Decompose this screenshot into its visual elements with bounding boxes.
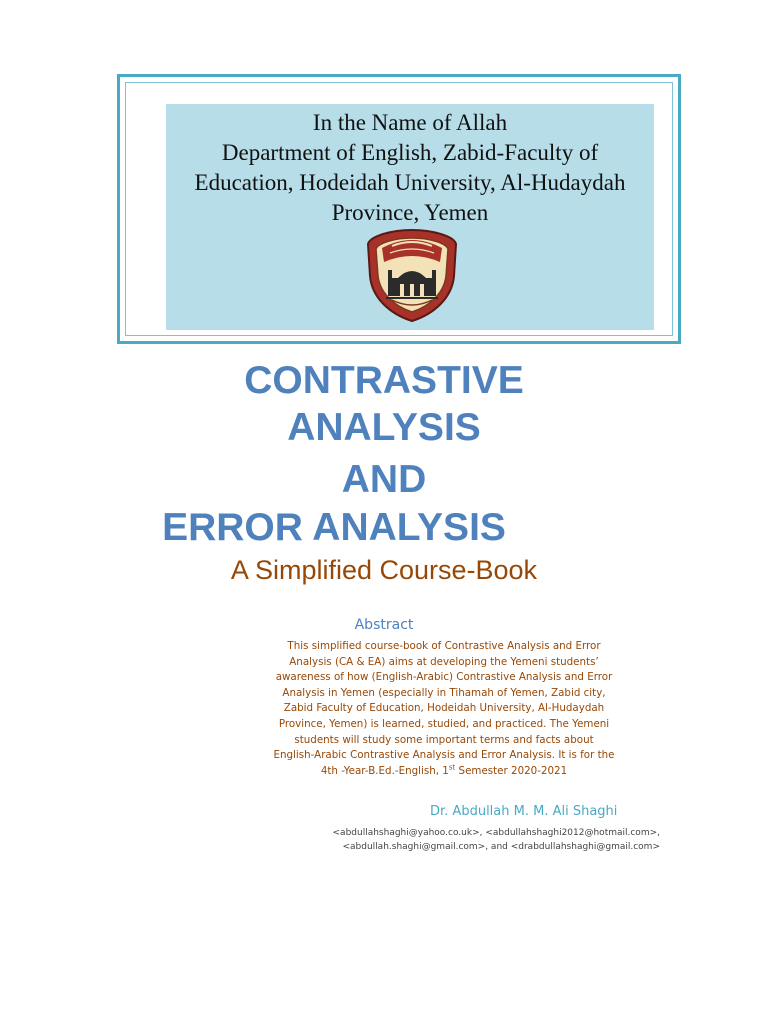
header-line-1: In the Name of Allah bbox=[312, 110, 508, 135]
author-emails bbox=[300, 826, 660, 854]
header-line-3: Education, Hodeidah University, Al-Hudaydah bbox=[194, 170, 626, 195]
header-box bbox=[166, 104, 654, 330]
title-line-4: ERROR ANALYSIS bbox=[162, 506, 506, 549]
abstract-semester-text: Semester 2020-2021 bbox=[455, 764, 568, 777]
abstract-line: Province, Yemen) is learned, studied, and practiced. The Yemeni bbox=[278, 717, 610, 730]
abstract-line: Zabid Faculty of Education, Hodeidah University, Al-Hudaydah bbox=[283, 702, 605, 715]
header-line-4: Province, Yemen bbox=[331, 200, 489, 225]
abstract-body bbox=[268, 639, 620, 779]
abstract-line: Analysis (CA & EA) aims at developing the Yemeni students’ bbox=[289, 655, 599, 668]
abstract-last-line bbox=[268, 764, 620, 780]
abstract-year-text: 4th -Year-B.Ed.-English, 1 bbox=[320, 764, 449, 777]
abstract-heading: Abstract bbox=[354, 617, 414, 633]
abstract-line: This simplified course-book of Contrastive Analysis and Error bbox=[287, 640, 601, 652]
university-seal-icon bbox=[362, 226, 462, 324]
header-line-2: Department of English, Zabid-Faculty of bbox=[221, 140, 599, 165]
abstract-line: awareness of how (English-Arabic) Contrastive Analysis and Error bbox=[275, 671, 613, 684]
email-line-2: <abdullah.shaghi@gmail.com>, and <drabdullahshaghi@gmail.com> bbox=[342, 842, 660, 852]
title-line-2: ANALYSIS bbox=[287, 406, 481, 449]
abstract-line: Analysis in Yemen (especially in Tihamah of Yemen, Zabid city, bbox=[282, 686, 606, 699]
abstract-line: students will study some important terms and facts about bbox=[294, 733, 594, 746]
subtitle: A Simplified Course-Book bbox=[230, 555, 538, 585]
abstract-line: English-Arabic Contrastive Analysis and Error Analysis. It is for the bbox=[273, 749, 615, 762]
title-line-1: CONTRASTIVE bbox=[244, 359, 524, 402]
email-line-1: <abdullahshaghi@yahoo.co.uk>, <abdullahshaghi2012@hotmail.com>, bbox=[332, 828, 660, 838]
title-line-3: AND bbox=[341, 458, 427, 501]
author-name: Dr. Abdullah M. M. Ali Shaghi bbox=[430, 804, 618, 819]
header-text bbox=[166, 108, 654, 228]
abstract-ordinal-suffix: st bbox=[448, 763, 456, 772]
